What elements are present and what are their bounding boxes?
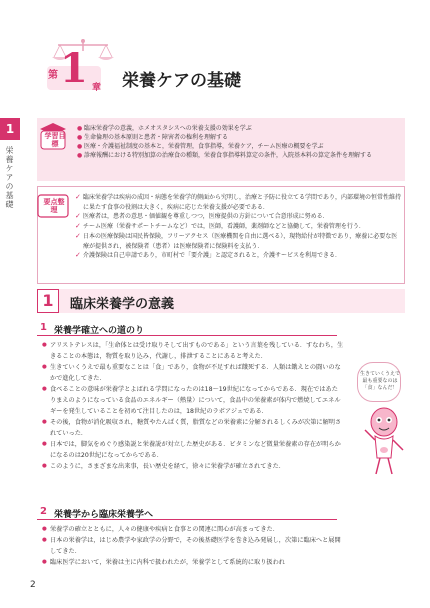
page-number: 2 xyxy=(30,580,36,590)
body-paragraph: ● 日本の栄養学は，はじめ農学や家政学の分野で，その後基礎医学を巻き込み発展し，次第に臨床へと展開してきた． xyxy=(42,535,344,557)
key-points-list xyxy=(75,193,401,261)
key-point-item: ✓ チーム医療（栄養サポートチームなど）では，医師，看護師，薬剤師などと協働して，栄養管理を行う． xyxy=(75,222,401,232)
chapter-suffix: 章 xyxy=(92,83,102,93)
body-paragraph: ● 日本では，脚気をめぐり感染説と栄養説が対立した歴史がある．ビタミンなど微量栄養素の存在が明らかになるのは20世紀になってからである． xyxy=(42,439,344,461)
body-paragraph: ● 栄養学の確立とともに，人々の健康や疾病と食事との関連に関心が高まってきた． xyxy=(42,524,344,535)
body-paragraph: ● 生きていくうえで最も重要なことは「食」であり，食物が不足すれば餓死する．人類は餓えとの闘いのなかで進化してきた． xyxy=(42,362,344,384)
section-title: 臨床栄養学の意義 xyxy=(70,297,175,312)
objective-item: ● 診療報酬における特別加算の治療食の種類，栄養食事指導料算定の条件，入院基本料の算定条件を理解する xyxy=(77,151,399,160)
subsection-title: 栄養学から臨床栄養学へ xyxy=(54,510,154,520)
key-point-item: ✓ 日本の医療保険は国民皆保険，フリーアクセス（医療機関を自由に選べる），現物給付が特徴であり，療養に必要な医療が提供され，被保険者（患者）は医療保険者に保険料を支払う． xyxy=(75,232,401,251)
key-points-label: 要点整理 xyxy=(43,198,65,214)
key-point-item: ✓ 介護保険は自己申請であり，市町村で「要介護」と認定されると，介護サービスを利用できる． xyxy=(75,251,401,261)
objective-item: ● 生命倫理の基本原則と患者・障害者の権利を理解する xyxy=(77,133,399,142)
margin-note-text: 生きていくうえで最も重要なのは「食」なんだ！ xyxy=(360,371,401,391)
body-paragraph: ● このように，さまざまな出来事，長い歴史を経て，徐々に栄養学が確立されてきた． xyxy=(42,461,344,472)
body-paragraph: ● 食べることの意味が栄養学とよばれる学問になったのは18〜19世紀になってからである．現在ではあたりまえのようになっている食品のエネルギー（熱量）について，食品中の栄養素が体内で燃焼してエネルギーを発生していることを初めて注目したのは，18世紀のラボアジェである． xyxy=(42,384,344,417)
body-paragraph: ● 臨床医学において，栄養は主に内科で扱われたが，栄養学として系統的に取り扱われ xyxy=(42,557,344,568)
chapter-side-tab xyxy=(0,118,20,258)
chapter-title: 栄養ケアの基礎 xyxy=(122,71,241,91)
subsection-1-body xyxy=(42,340,344,472)
key-point-item: ✓ 臨床栄養学は疾病の成因・病態を栄養学的側面から究明し，治療と予防に役立てる学問であり，内部環境の恒常性維持に果たす食事の役割は大きく，疾病に応じた栄養支援が必要である． xyxy=(75,193,401,212)
chapter-prefix: 第 xyxy=(48,70,58,81)
learning-objectives-label: 学習目標 xyxy=(44,132,66,148)
side-tab-number: 1 xyxy=(0,118,20,140)
key-point-item: ✓ 医療者は，患者の意思・価値観を尊重しつつ，医療提供の方針について合意形成に努める． xyxy=(75,212,401,222)
objective-item: ● 医療・介護福祉制度の基本と，栄養管理，食事指導，栄養ケア，チーム医療の概要を学ぶ xyxy=(77,142,399,151)
mascot-illustration-icon xyxy=(361,400,407,478)
subsection-number: 1 xyxy=(40,322,47,333)
section-number: 1 xyxy=(42,291,54,310)
objective-item: ● 臨床栄養学の意義，ホメオスタシスへの栄養支援の効果を学ぶ xyxy=(77,124,399,133)
learning-objectives-list xyxy=(77,124,399,160)
body-paragraph: ● その後，食物が消化吸収され，糖質やたんぱく質，脂質などの栄養素に分解されるしくみが次第に解明されていった． xyxy=(42,417,344,439)
body-paragraph: ● アリストテレスは，「生命体とは受け取りそして出すものである」という言葉を残している．すなわち，生きることの本態は，物質を取り込み，代謝し，排泄することにあると考えた． xyxy=(42,340,344,362)
subsection-number: 2 xyxy=(40,506,47,517)
subsection-2-body xyxy=(42,524,344,568)
subsection-title: 栄養学確立への道のり xyxy=(54,326,145,336)
side-tab-label: 栄養ケアの基礎 xyxy=(5,146,14,209)
chapter-number: 1 xyxy=(60,45,88,92)
